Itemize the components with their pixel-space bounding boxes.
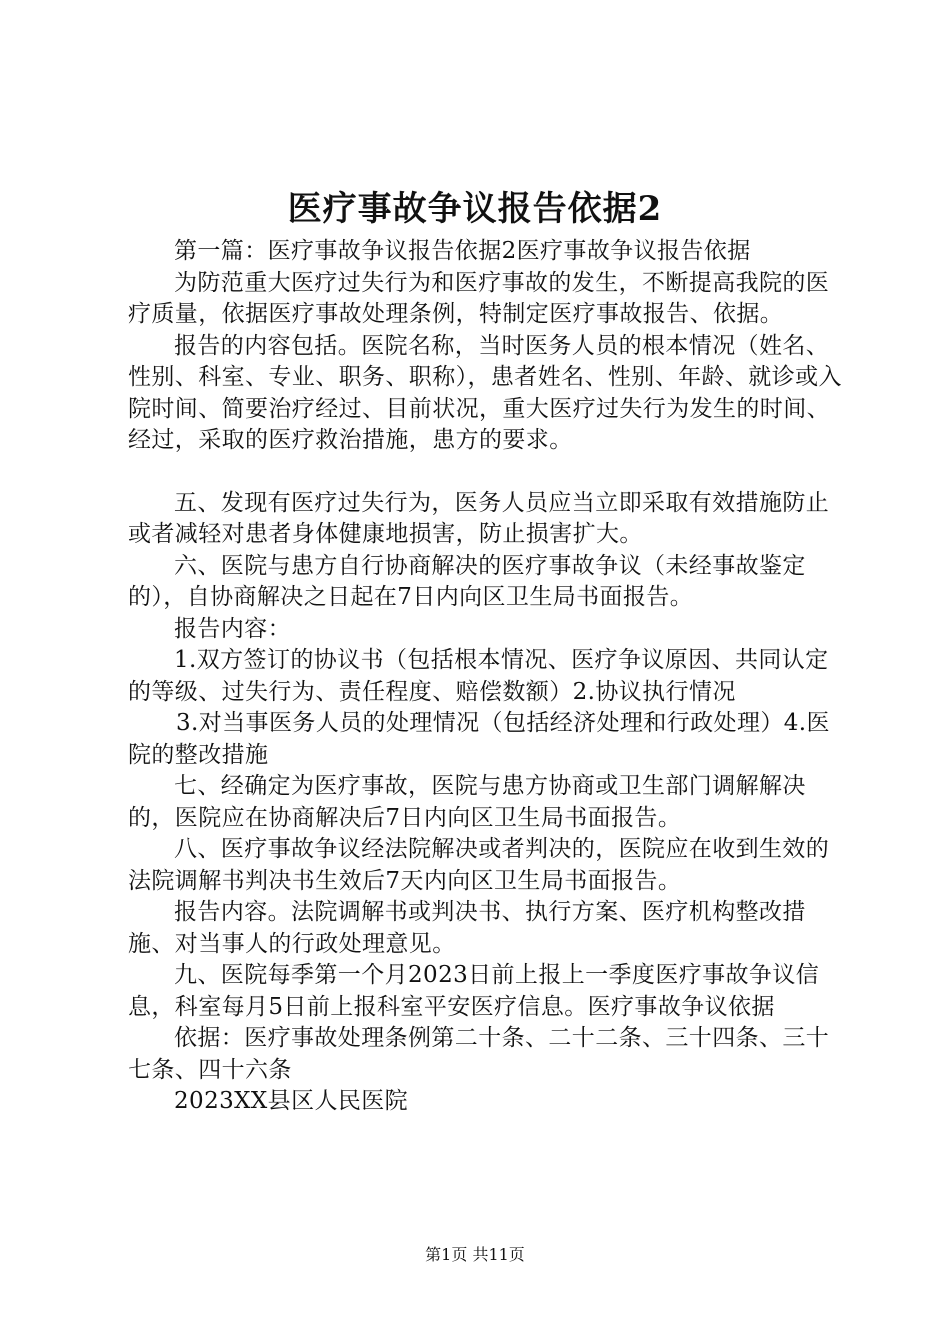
paragraph-court-report: 报告内容。法院调解书或判决书、执行方案、医疗机构整改措施、对当事人的行政处理意见。	[128, 899, 806, 957]
paragraph-item-8: 八、医疗事故争议经法院解决或者判决的，医院应在收到生效的法院调解书判决书生效后7天内向区卫生局书面报告。	[128, 836, 830, 894]
paragraph-item-6: 六、医院与患方自行协商解决的医疗事故争议（未经事故鉴定的），自协商解决之日起在7日内向区卫生局书面报告。	[128, 552, 806, 610]
paragraph-item-7: 七、经确定为医疗事故，医院与患方协商或卫生部门调解解决的，医院应在协商解决后7日内向区卫生局书面报告。	[128, 773, 806, 831]
paragraph-purpose: 为防范重大医疗过失行为和医疗事故的发生，不断提高我院的医疗质量，依据医疗事故处理条例，特制定医疗事故报告、依据。	[128, 269, 830, 327]
paragraph-basis: 依据：医疗事故处理条例第二十条、二十二条、三十四条、三十七条、四十六条	[128, 1025, 830, 1083]
paragraph-item-9: 九、医院每季第一个月2023日前上报上一季度医疗事故争议信息，科室每月5日前上报科室平安医疗信息。医疗事故争议依据	[128, 962, 820, 1020]
paragraph-agreement: 1.双方签订的协议书（包括根本情况、医疗争议原因、共同认定的等级、过失行为、责任程度、赔偿数额）2.协议执行情况	[128, 647, 829, 705]
paragraph-report-content: 报告的内容包括。医院名称，当时医务人员的根本情况（姓名、性别、科室、专业、职务、职称），患者姓名、性别、年龄、就诊或入院时间、简要治疗经过、目前状况，重大医疗过失行为发生的时间、经过，采取的医疗救治措施，患方的要求。	[128, 332, 842, 453]
paragraph-staff-handling: 3.对当事医务人员的处理情况（包括经济处理和行政处理）4.医院的整改措施	[128, 710, 830, 768]
paragraph-item-5: 五、发现有医疗过失行为，医务人员应当立即采取有效措施防止或者减轻对患者身体健康地损害，防止损害扩大。	[128, 489, 830, 547]
document-body	[128, 236, 843, 1118]
paragraph-signature: 2023XX县区人民医院	[174, 1088, 409, 1114]
paragraph-report-content-label: 报告内容：	[174, 615, 291, 642]
paragraph-heading: 第一篇：医疗事故争议报告依据2医疗事故争议报告依据	[174, 238, 751, 264]
page-number: 第1页 共11页	[425, 1245, 525, 1264]
document-title: 医疗事故争议报告依据2	[287, 189, 663, 229]
